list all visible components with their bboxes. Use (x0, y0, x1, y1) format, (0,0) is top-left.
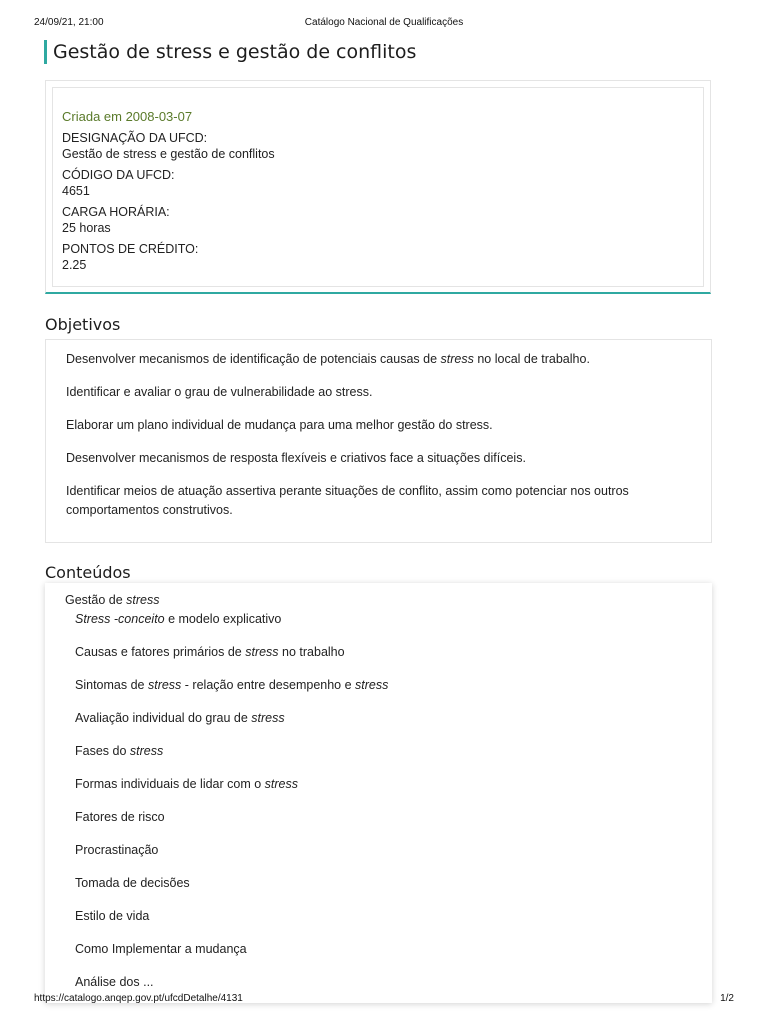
content-item (65, 842, 692, 859)
content-item (65, 611, 692, 628)
objective-text: no local de trabalho. (473, 352, 590, 366)
content-text: Causas e fatores primários de (75, 645, 246, 659)
field-codigo (62, 168, 703, 199)
ufcd-info-card (45, 80, 711, 294)
objective-item (66, 416, 691, 435)
content-emphasis: stress (245, 645, 279, 659)
content-item-cut-off (65, 974, 692, 991)
content-text: no trabalho (278, 645, 345, 659)
contents-box (45, 583, 712, 1003)
field-label: CARGA HORÁRIA: (62, 205, 170, 219)
content-item (65, 875, 692, 892)
print-datetime: 24/09/21, 21:00 (34, 17, 104, 28)
page-title: Gestão de stress e gestão de conflitos (44, 40, 416, 64)
contents-group-title (65, 592, 692, 609)
field-pontos-credito (62, 242, 703, 273)
content-item (65, 644, 692, 661)
content-text: Estilo de vida (75, 909, 150, 923)
objective-emphasis: stress (440, 352, 474, 366)
objective-item (66, 482, 691, 519)
content-text: Como Implementar a mudança (75, 942, 247, 956)
field-label: DESIGNAÇÃO DA UFCD: (62, 131, 208, 145)
field-carga-horaria (62, 205, 703, 236)
objective-text: Identificar meios de atuação assertiva perante situações de conflito, assim como potenciar nos outros comportamentos construtivos. (66, 484, 629, 517)
print-page-number: 1/2 (720, 993, 734, 1004)
field-value: 2.25 (62, 257, 87, 272)
content-text: Sintomas de (75, 678, 148, 692)
content-text: - relação entre desempenho e (181, 678, 356, 692)
objectives-box (45, 339, 712, 543)
field-label: CÓDIGO DA UFCD: (62, 168, 175, 182)
print-header (0, 17, 768, 31)
content-text: Procrastinação (75, 843, 159, 857)
content-text: Fases do (75, 744, 130, 758)
content-emphasis: stress (355, 678, 389, 692)
content-text: Fatores de risco (75, 810, 165, 824)
content-emphasis: Stress -conceito (75, 612, 165, 626)
content-item (65, 809, 692, 826)
contents-heading: Conteúdos (45, 563, 131, 582)
content-emphasis: stress (129, 744, 164, 758)
content-item (65, 908, 692, 925)
content-item (65, 677, 692, 694)
objective-item (66, 350, 691, 369)
objective-text: Elaborar um plano individual de mudança para uma melhor gestão do stress. (66, 418, 493, 432)
field-label: PONTOS DE CRÉDITO: (62, 242, 199, 256)
content-text: e modelo explicativo (164, 612, 282, 626)
objective-text: Desenvolver mecanismos de resposta flexíveis e criativos face a situações difíceis. (66, 451, 526, 465)
group-title-emphasis: stress (126, 593, 160, 607)
created-date: Criada em 2008-03-07 (62, 109, 193, 124)
content-text: Tomada de decisões (75, 876, 190, 890)
ufcd-info-inner (52, 87, 704, 287)
print-footer (0, 993, 768, 1007)
content-item (65, 941, 692, 958)
objective-text: Desenvolver mecanismos de identificação de potenciais causas de (66, 352, 441, 366)
objective-text: Identificar e avaliar o grau de vulnerabilidade ao stress. (66, 385, 373, 399)
content-text: Avaliação individual do grau de (75, 711, 252, 725)
content-text: Análise dos ... (75, 975, 154, 989)
content-item (65, 743, 692, 760)
print-document-title: Catálogo Nacional de Qualificações (304, 17, 464, 28)
objective-item (66, 383, 691, 402)
content-item (65, 710, 692, 727)
objective-item (66, 449, 691, 468)
print-url: https://catalogo.anqep.gov.pt/ufcdDetalhe/4131 (34, 993, 243, 1004)
content-emphasis: stress (264, 777, 299, 791)
content-emphasis: stress (251, 711, 285, 725)
content-emphasis: stress (147, 678, 182, 692)
field-value: 4651 (62, 183, 90, 198)
field-value: 25 horas (62, 220, 111, 235)
content-item (65, 776, 692, 793)
group-title-text: Gestão de (65, 593, 127, 607)
content-text: Formas individuais de lidar com o (75, 777, 265, 791)
field-designacao (62, 131, 703, 162)
objectives-heading: Objetivos (45, 315, 121, 334)
field-value: Gestão de stress e gestão de conflitos (62, 146, 275, 161)
